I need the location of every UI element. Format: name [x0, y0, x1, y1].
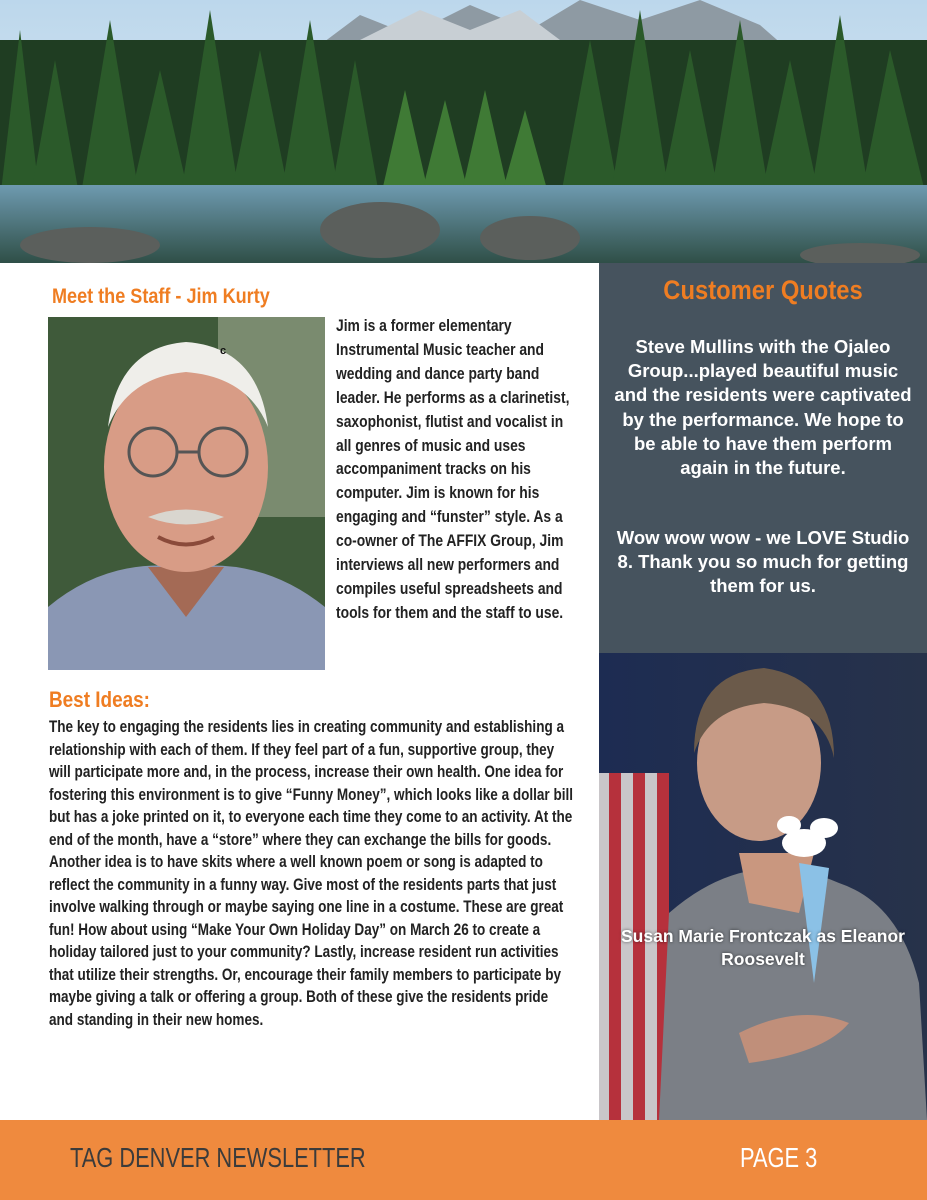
ideas-heading: Best Ideas: [49, 687, 150, 712]
customer-quotes-panel [599, 263, 927, 653]
newsletter-name: TAG DENVER NEWSLETTER [70, 1142, 366, 1173]
page-footer [0, 1120, 927, 1200]
quotes-heading: Customer Quotes [663, 275, 863, 305]
portrait-mark: c [220, 345, 227, 357]
staff-portrait-photo [48, 317, 325, 670]
ideas-body: The key to engaging the residents lies in creating community and establishing a relationship with each of them. If they feel part of a fun, supportive group, they will participate more and, in the process, increase their own health. One idea for fostering this environment is to give “Funny Money”, which looks like a dollar bill but has a joke printed on it, to everyone each time they come to an activity. At the end of the month, have a “store” where they can exchange the bills for goods. Another idea is to have skits where a well known poem or song is adapted to reflect the community in a funny way. Give most of the residents parts that just involve walking through or maybe saying one line in a costume. These are great fun! How about using “Make Your Own Holiday Day” on March 26 to create a holiday tailored just to your community? Lastly, increase resident run activities that utilize their strengths. Or, encourage their family members to participate by maybe giving a talk or offering a group. Both of these give the residents pride and standing in their new homes. [49, 718, 573, 1029]
woman-performer-image [599, 653, 927, 1120]
quote-steve-mullins: Steve Mullins with the Ojaleo Group...played beautiful music and the residents were captivated by the performance. We hope to be able to have them perform again in the future. [614, 336, 912, 479]
photo-caption: Susan Marie Frontczak as Eleanor Roosevelt [621, 926, 905, 969]
performer-photo [599, 653, 927, 1120]
mountain-lake-image [0, 0, 927, 263]
left-column [0, 263, 599, 1120]
page-number: PAGE 3 [740, 1142, 818, 1173]
man-portrait-image [48, 317, 325, 670]
staff-heading: Meet the Staff - Jim Kurty [52, 285, 270, 308]
staff-bio: Jim is a former elementary Instrumental Music teacher and wedding and dance party band leader. He performs as a clarinetist, saxophonist, flutist and vocalist in all genres of music and uses accompaniment tracks on his computer. Jim is known for his engaging and “funster” style. As a co-owner of The AFFIX Group, Jim interviews all new performers and compiles useful spreadsheets and tools for them and the staff to use. [336, 317, 570, 622]
hero-landscape-photo [0, 0, 927, 263]
quote-studio-8: Wow wow wow - we LOVE Studio 8. Thank you so much for getting them for us. [616, 527, 910, 597]
